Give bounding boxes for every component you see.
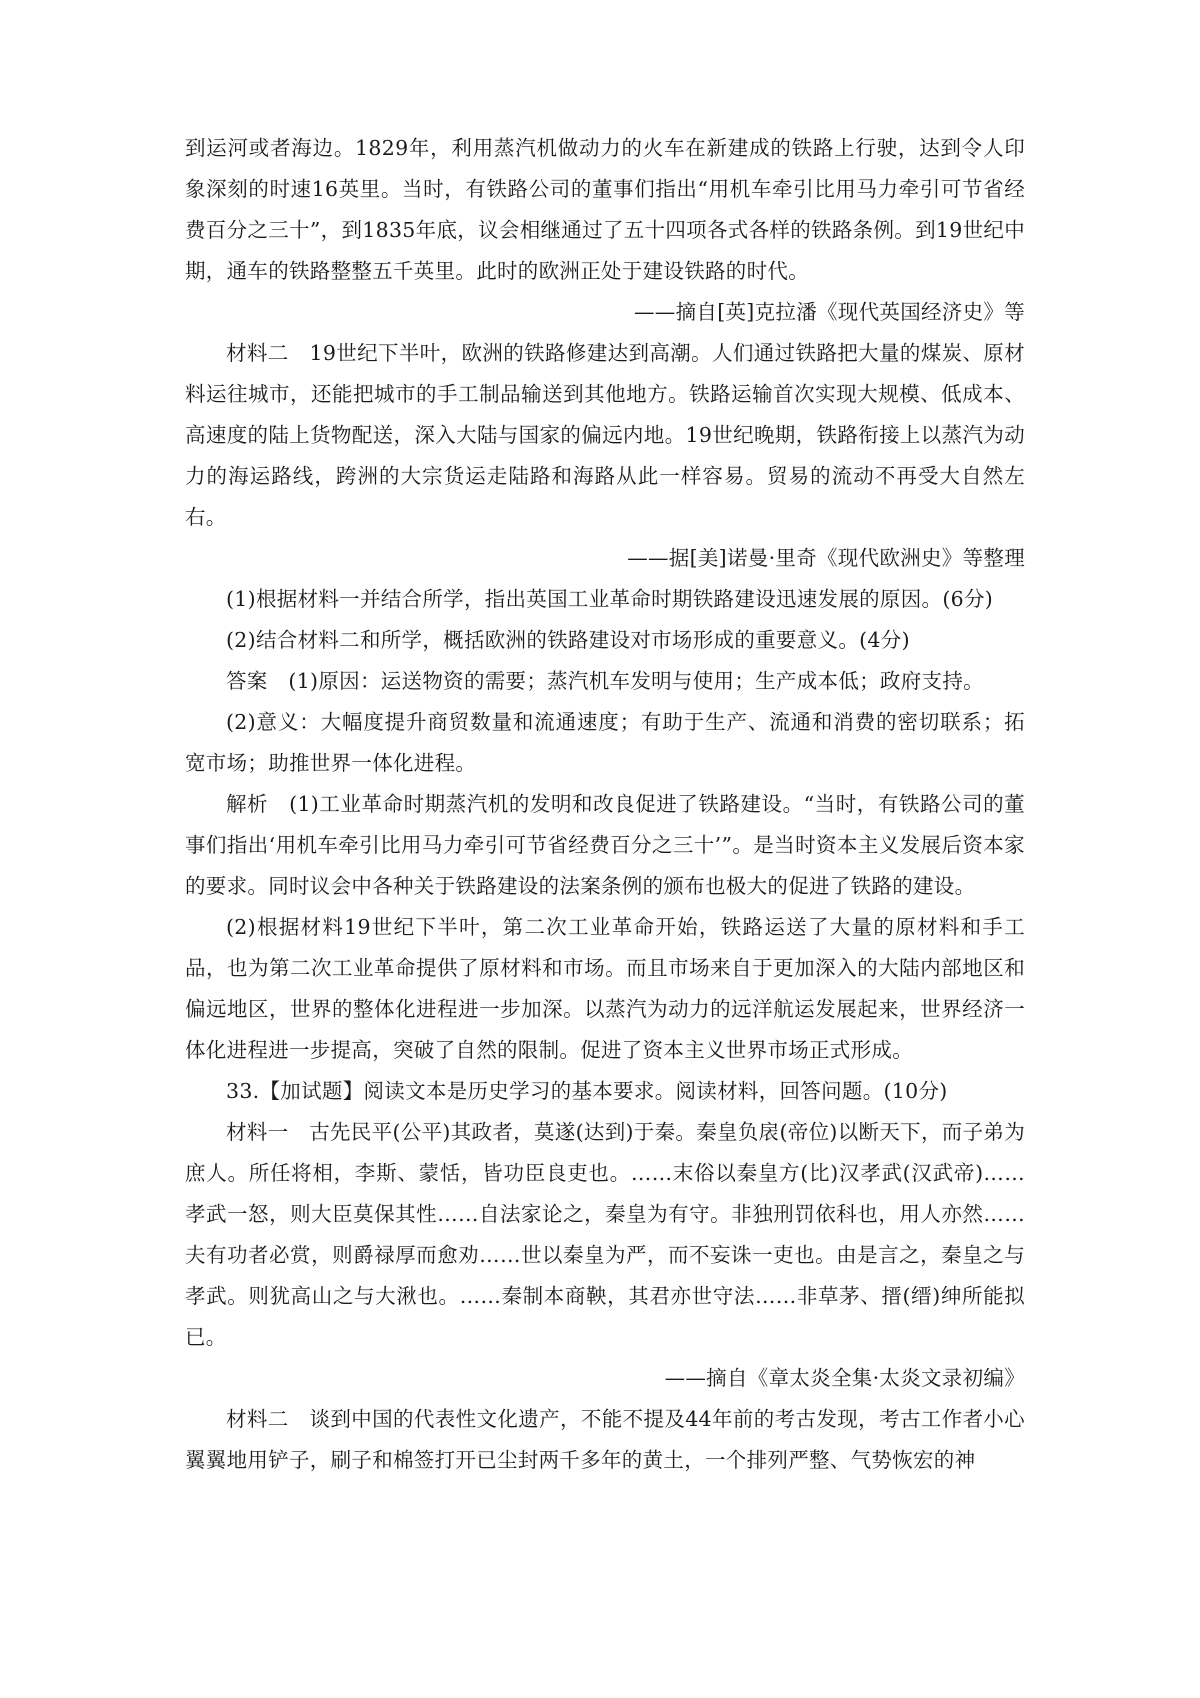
material-one-source: ——摘自[英]克拉潘《现代英国经济史》等 — [634, 300, 1025, 324]
material-two-source: ——据[美]诺曼·里奇《现代欧洲史》等整理 — [627, 546, 1025, 570]
question-33-heading: 33.【加试题】阅读文本是历史学习的基本要求。阅读材料，回答问题。(10分) — [226, 1079, 948, 1103]
q33-material-two: 材料二 谈到中国的代表性文化遗产，不能不提及44年前的考古发现，考古工作者小心翼翼地用铲子，刷子和棉签打开已尘封两千多年的黄土，一个排列严整、气势恢宏的神 — [185, 1407, 1025, 1472]
q33-material-one-source: ——摘自《章太炎全集·太炎文录初编》 — [664, 1366, 1025, 1390]
material-two: 材料二 19世纪下半叶，欧洲的铁路修建达到高潮。人们通过铁路把大量的煤炭、原材料运往城市，还能把城市的手工制品输送到其他地方。铁路运输首次实现大规模、低成本、高速度的陆上货物配送，深入大陆与国家的偏远内地。19世纪晚期，铁路衔接上以蒸汽为动力的海运路线，跨洲的大宗货运走陆路和海路从此一样容易。贸易的流动不再受大自然左右。 — [185, 341, 1025, 529]
explanation-1: 解析 (1)工业革命时期蒸汽机的发明和改良促进了铁路建设。“当时，有铁路公司的董事们指出‘用机车牵引比用马力牵引可节省经费百分之三十’”。是当时资本主义发展后资本家的要求。同时议会中各种关于铁路建设的法案条例的颁布也极大的促进了铁路的建设。 — [185, 792, 1025, 898]
material-one-continued: 到运河或者海边。1829年，利用蒸汽机做动力的火车在新建成的铁路上行驶，达到令人印象深刻的时速16英里。当时，有铁路公司的董事们指出“用机车牵引比用马力牵引可节省经费百分之三十”，到1835年底，议会相继通过了五十四项各式各样的铁路条例。到19世纪中期，通车的铁路整整五千英里。此时的欧洲正处于建设铁路的时代。 — [185, 136, 1025, 283]
answer-1: 答案 (1)原因：运送物资的需要；蒸汽机车发明与使用；生产成本低；政府支持。 — [226, 669, 984, 693]
question-2: (2)结合材料二和所学，概括欧洲的铁路建设对市场形成的重要意义。(4分) — [226, 628, 910, 652]
document-page — [185, 128, 1025, 1481]
question-1: (1)根据材料一并结合所学，指出英国工业革命时期铁路建设迅速发展的原因。(6分) — [226, 587, 994, 611]
q33-material-one: 材料一 古先民平(公平)其政者，莫遂(达到)于秦。秦皇负扆(帝位)以断天下，而子弟为庶人。所任将相，李斯、蒙恬，皆功臣良吏也。……末俗以秦皇方(比)汉孝武(汉武帝)……孝武一怒，则大臣莫保其性……自法家论之，秦皇为有守。非独刑罚依科也，用人亦然……夫有功者必赏，则爵禄厚而愈劝……世以秦皇为严，而不妄诛一吏也。由是言之，秦皇之与孝武。则犹高山之与大湫也。……秦制本商鞅，其君亦世守法……非草茅、搢(缙)绅所能拟已。 — [185, 1120, 1025, 1349]
explanation-2: (2)根据材料19世纪下半叶，第二次工业革命开始，铁路运送了大量的原材料和手工品，也为第二次工业革命提供了原材料和市场。而且市场来自于更加深入的大陆内部地区和偏远地区，世界的整体化进程进一步加深。以蒸汽为动力的远洋航运发展起来，世界经济一体化进程进一步提高，突破了自然的限制。促进了资本主义世界市场正式形成。 — [185, 915, 1025, 1062]
answer-2: (2)意义：大幅度提升商贸数量和流通速度；有助于生产、流通和消费的密切联系；拓宽市场；助推世界一体化进程。 — [185, 710, 1025, 775]
